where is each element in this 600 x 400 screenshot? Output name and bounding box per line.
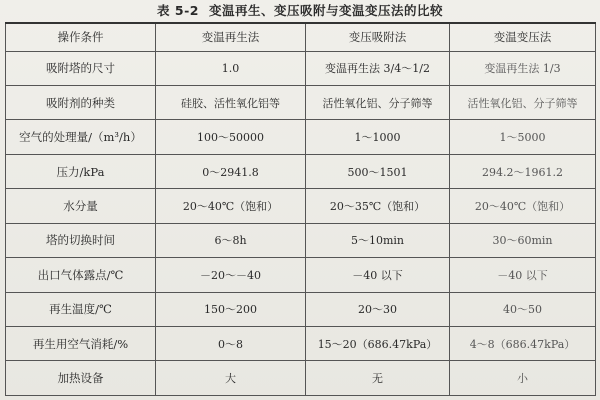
table-caption [0, 0, 600, 22]
cell-tsa: 0～2941.8 [156, 154, 306, 188]
cell-tpsa: －40 以下 [450, 258, 596, 292]
table-row [6, 327, 596, 361]
cell-tpsa: 294.2～1961.2 [450, 154, 596, 188]
cell-psa: 1～1000 [306, 120, 450, 154]
cell-psa: 20～35℃（饱和） [306, 189, 450, 223]
cell-tsa: 0～8 [156, 327, 306, 361]
row-label: 吸附剂的种类 [6, 85, 156, 119]
table-row [6, 85, 596, 119]
cell-tpsa: 20～40℃（饱和） [450, 189, 596, 223]
table-row [6, 223, 596, 257]
table-row [6, 189, 596, 223]
header-tpsa: 变温变压法 [450, 23, 596, 51]
cell-tsa: 150～200 [156, 292, 306, 326]
table-row [6, 258, 596, 292]
row-label: 加热设备 [6, 361, 156, 396]
cell-tpsa: 小 [450, 361, 596, 396]
row-label: 水分量 [6, 189, 156, 223]
cell-tpsa: 活性氧化铝、分子筛等 [450, 85, 596, 119]
cell-psa: 活性氧化铝、分子筛等 [306, 85, 450, 119]
cell-psa: －40 以下 [306, 258, 450, 292]
table-title: 变温再生、变压吸附与变温变压法的比较 [208, 3, 443, 18]
cell-tpsa: 4～8（686.47kPa） [450, 327, 596, 361]
cell-tsa: 6～8h [156, 223, 306, 257]
header-conditions: 操作条件 [6, 23, 156, 51]
cell-psa: 15～20（686.47kPa） [306, 327, 450, 361]
row-label: 压力/kPa [6, 154, 156, 188]
table-number: 表 5-2 [157, 3, 199, 18]
cell-tpsa: 30～60min [450, 223, 596, 257]
cell-tsa: 20～40℃（饱和） [156, 189, 306, 223]
cell-tsa: －20～－40 [156, 258, 306, 292]
table-row [6, 120, 596, 154]
cell-psa: 变温再生法 3/4～1/2 [306, 51, 450, 85]
row-label: 再生用空气消耗/% [6, 327, 156, 361]
cell-tsa: 1.0 [156, 51, 306, 85]
cell-tpsa: 变温再生法 1/3 [450, 51, 596, 85]
table-row [6, 51, 596, 85]
row-label: 塔的切换时间 [6, 223, 156, 257]
cell-tsa: 100～50000 [156, 120, 306, 154]
table-row [6, 361, 596, 396]
row-label: 吸附塔的尺寸 [6, 51, 156, 85]
cell-psa: 5～10min [306, 223, 450, 257]
table-row [6, 292, 596, 326]
cell-tsa: 大 [156, 361, 306, 396]
row-label: 空气的处理量/（m³/h） [6, 120, 156, 154]
table-header-row [6, 23, 596, 51]
header-psa: 变压吸附法 [306, 23, 450, 51]
cell-tpsa: 40～50 [450, 292, 596, 326]
row-label: 出口气体露点/℃ [6, 258, 156, 292]
cell-tpsa: 1～5000 [450, 120, 596, 154]
cell-tsa: 硅胶、活性氧化铝等 [156, 85, 306, 119]
table-row [6, 154, 596, 188]
header-tsa: 变温再生法 [156, 23, 306, 51]
cell-psa: 500～1501 [306, 154, 450, 188]
cell-psa: 20～30 [306, 292, 450, 326]
cell-psa: 无 [306, 361, 450, 396]
comparison-table [5, 22, 596, 396]
row-label: 再生温度/℃ [6, 292, 156, 326]
